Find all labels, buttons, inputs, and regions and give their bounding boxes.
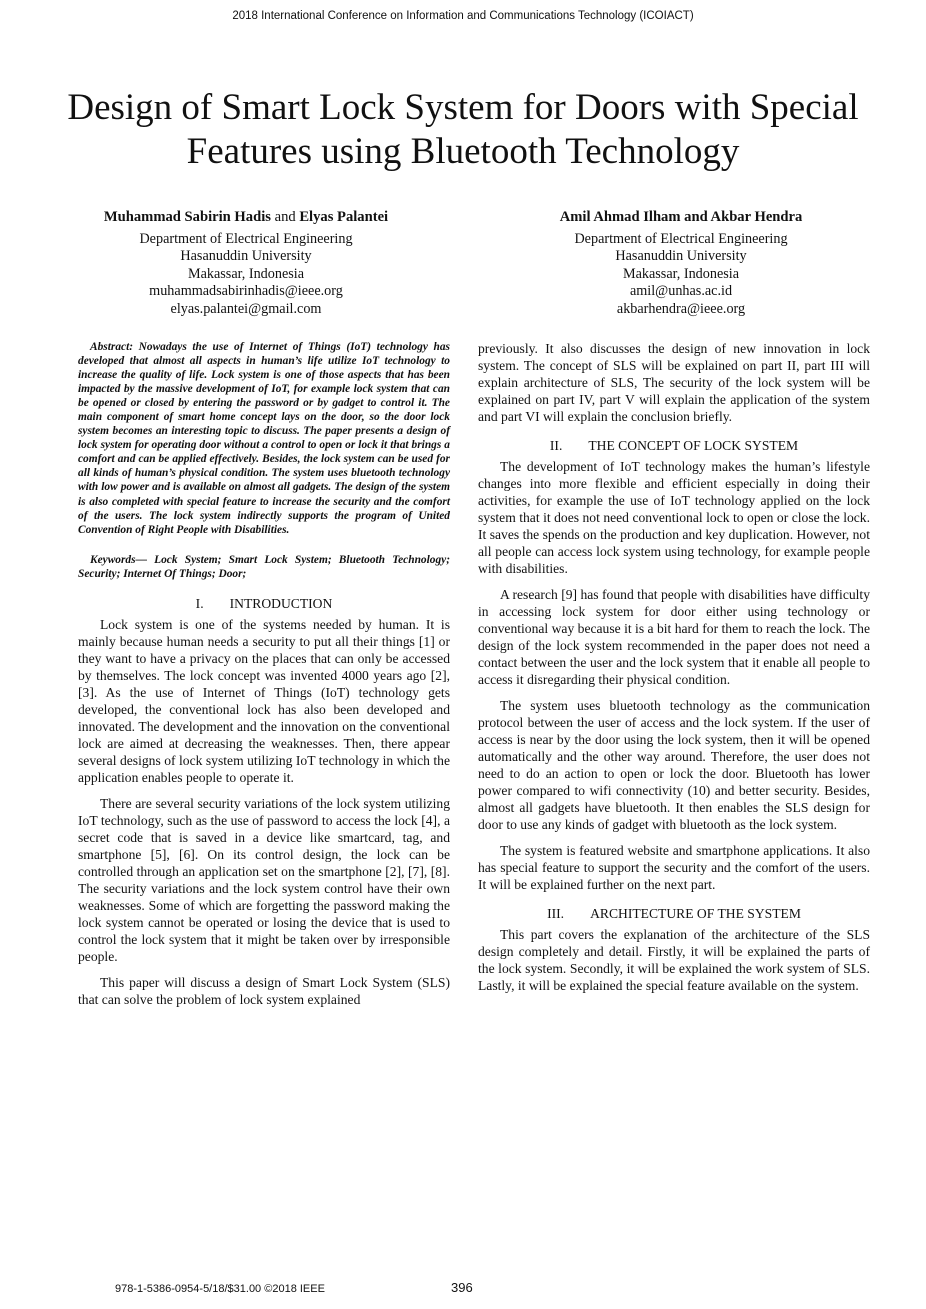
paper-title: Design of Smart Lock System for Doors with Special Features using Bluetooth Technology (67, 87, 859, 172)
author-email: muhammadsabirinhadis@ieee.org (149, 283, 343, 300)
author-department: Department of Electrical Engineering (139, 230, 353, 247)
abstract: Abstract: Nowadays the use of Internet of Things (IoT) technology has developed that almost all aspects in human’s life utilize IoT technology to increase the quality of life. Lock system is one of those aspects that has been impacted by the massive development of IoT, for example lock system that can be opened or closed by entering the password or by gadget to control it. The main component of smart home concept lays on the door, so the door lock system becomes an interesting topic to discuss. The paper presents a design of lock system for operating door without a control to open or lock it that brings a comfort and can be applied effectively. Besides, the lock system can be used for all kinds of human’s physical condition. The system uses bluetooth technology with low power and is available on almost all gadgets. The design of the system is also completed with special feature to increase the security and the comfort of the users. The lock system indirectly supports the program of United Convention of Right People with Disabilities. (78, 341, 450, 536)
section-number: I. (195, 595, 204, 611)
section-title: ARCHITECTURE OF THE SYSTEM (590, 906, 801, 921)
footer-isbn: 978-1-5386-0954-5/18/$31.00 ©2018 IEEE (115, 1283, 325, 1295)
conference-header: 2018 International Conference on Information and Communications Technology (ICOIACT) (232, 10, 694, 22)
author-city: Makassar, Indonesia (622, 265, 740, 282)
paragraph: The system uses bluetooth technology as the communication protocol between the user of access and the lock system. If the user of access is near by the door using the lock system, then it will be opened automatically and the other way around. Therefore, the user does not need to do an action to open or lock the door. Bluetooth has lower power compared to wifi connectivity (10) and better security. Besides, almost all gadgets have bluetooth. It then enables the SLS design for door to use any kinds of gadget with bluetooth as the lock system. (478, 698, 870, 832)
paragraph-continued: previously. It also discusses the design of new innovation in lock system. The concept of SLS will be explained on part II, part III will explain architecture of SLS, The security of the lock system will be explained on part IV, part V will explain the application of the system and part VI will explain the conclusion briefly. (478, 341, 870, 424)
section-title: INTRODUCTION (229, 595, 333, 611)
paragraph: Lock system is one of the systems needed by human. It is mainly because human needs a security to put all their things [1] or they want to have a privacy on the places that can only be accessed by themselves. The lock concept was invented 4000 years ago [2], [3]. As the use of Internet of Things (IoT) technology gets developed, the conventional lock has also been developed and innovated. The development and the innovation on the conventional lock are aimed at decreasing the weaknesses. Then, there appear several designs of lock system utilizing IoT technology in which the application enables people to operate it. (78, 616, 450, 785)
paragraph: This part covers the explanation of the architecture of the SLS design completely and detail. Firstly, it will be explained the parts of the lock system. Secondly, it will be explained the work system of SLS. Lastly, it will be explained the special feature available on the system. (478, 927, 870, 993)
right-column (478, 340, 870, 1003)
author-name-2: Elyas Palantei (299, 209, 389, 225)
section-title: THE CONCEPT OF LOCK SYSTEM (588, 438, 799, 453)
section-heading-architecture (478, 905, 870, 922)
paragraph: There are several security variations of the lock system utilizing IoT technology, such as the use of password to access the lock [4], a secret code that is saved in a device like smartcard, tag, and smartphone [5], [6]. On its control design, the lock can be controlled through an application set on the smartphone [2], [7], [8]. The security variations and the lock system control have their own weaknesses. Some of which are forgetting the password making the lock system cannot be operated or losing the device that is used to control the lock system that it might be taken over by irresponsible people. (78, 795, 450, 964)
author-department: Department of Electrical Engineering (574, 230, 788, 247)
section-heading-introduction (78, 595, 450, 612)
section-heading-concept (478, 437, 870, 454)
author-conjunction: and (274, 209, 296, 225)
keywords: Keywords— Lock System; Smart Lock System; Bluetooth Technology; Security; Internet Of Things; Door; (78, 553, 450, 580)
author-block-left (56, 209, 436, 319)
section-number: II. (549, 438, 563, 453)
paragraph: The development of IoT technology makes the human’s lifestyle changes into more flexible and efficient especially in doing their activities, for example the use of IoT technology applied on the lock system that it does not need conventional lock to open or close the lock. It saves the spends on the production and key duplication. However, not all people can access lock system using technology, for example people with disabilities. (478, 459, 870, 576)
paragraph: A research [9] has found that people with disabilities have difficulty in accessing lock system for door either using technology or conventional way because it is a bit hard for them to reach the lock. The design of the lock system recommended in the paper does not need a contact between the user and the lock system that it enable all people to access it disregarding their physical condition. (478, 587, 870, 687)
author-university: Hasanuddin University (180, 248, 312, 265)
author-email: amil@unhas.ac.id (629, 283, 733, 300)
section-number: III. (547, 906, 565, 921)
author-name-1: Muhammad Sabirin Hadis (103, 209, 271, 225)
author-names-left (56, 209, 436, 227)
author-email: elyas.palantei@gmail.com (170, 300, 322, 317)
author-names-right: Amil Ahmad Ilham and Akbar Hendra (559, 209, 803, 225)
paragraph: This paper will discuss a design of Smart Lock System (SLS) that can solve the problem of lock system explained (78, 974, 450, 1007)
author-city: Makassar, Indonesia (187, 265, 305, 282)
paragraph: The system is featured website and smartphone applications. It also has special feature to support the security and the comfort of the users. It will be explained further on the next part. (478, 843, 870, 892)
author-email: akbarhendra@ieee.org (616, 300, 746, 317)
author-university: Hasanuddin University (615, 248, 747, 265)
left-column (78, 340, 450, 1017)
page-number: 396 (451, 1280, 473, 1295)
author-block-right (491, 209, 871, 319)
